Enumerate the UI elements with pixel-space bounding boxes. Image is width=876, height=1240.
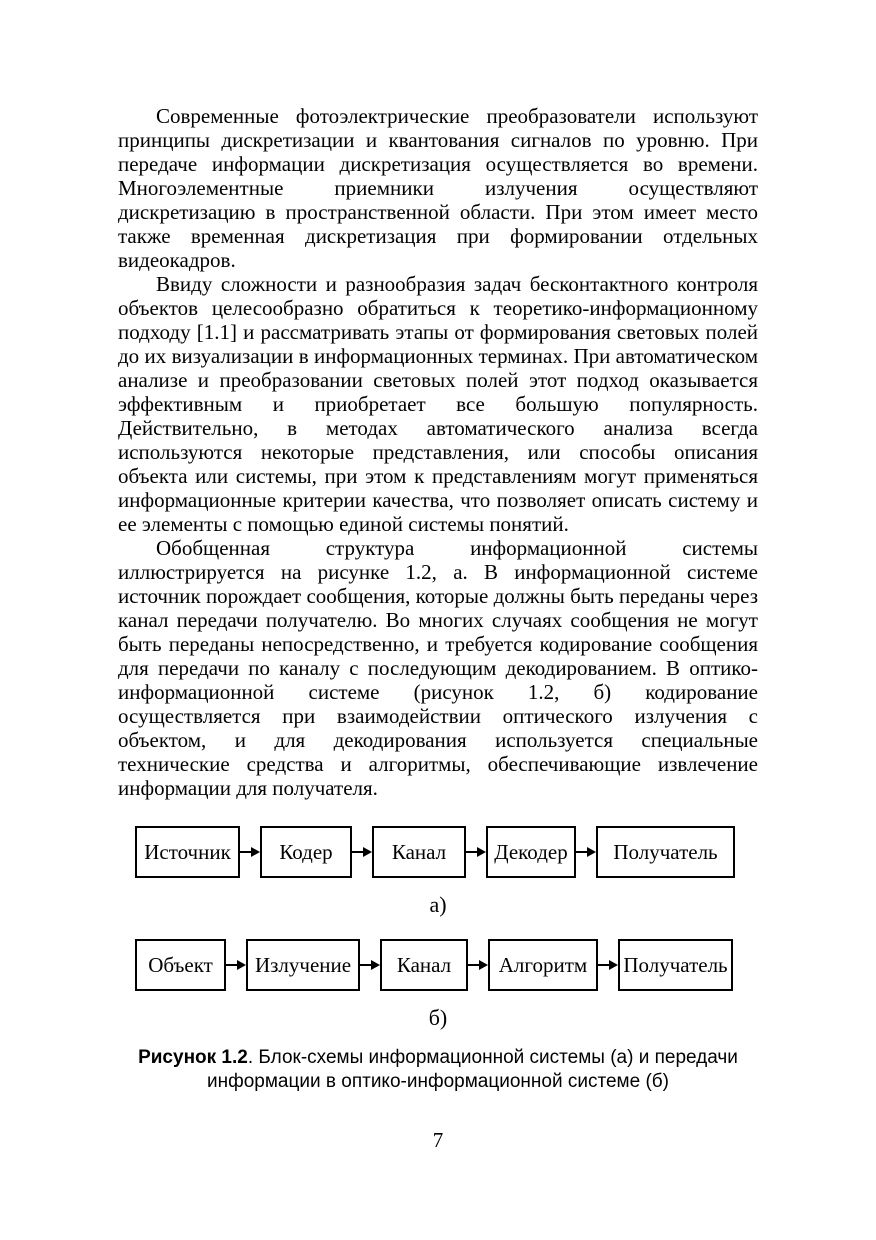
- arrow-right-icon: [468, 960, 488, 970]
- block-receiver: Получатель: [596, 826, 735, 878]
- paragraph-3: Обобщенная структура информационной системы иллюстрируется на рисунке 1.2, а. В информационной системе источник порождает сообщения, которые должны быть переданы через канал передачи получателю. Во многих случаях сообщения не могут быть переданы непосредственно, и требуется кодирование сообщения для передачи по каналу с последующим декодированием. В оптико-информационной системе (рисунок 1.2, б) кодирование осуществляется при взаимодействии оптического излучения с объектом, и для декодирования используется специальные технические средства и алгоритмы, обеспечивающие извлечение информации для получателя.: [118, 536, 758, 800]
- block-receiver: Получатель: [618, 939, 733, 991]
- arrow-right-icon: [226, 960, 246, 970]
- arrow-right-icon: [466, 847, 486, 857]
- diagram-a-label: а): [429, 892, 447, 917]
- page-number: 7: [432, 1128, 444, 1152]
- arrow-right-icon: [240, 847, 260, 857]
- diagram-a: [135, 826, 758, 878]
- arrow-right-icon: [598, 960, 618, 970]
- block-algorithm: Алгоритм: [488, 939, 598, 991]
- block-source: Источник: [135, 826, 240, 878]
- paragraph-1: Современные фотоэлектрические преобразователи используют принципы дискретизации и квантования сигналов по уровню. При передаче информации дискретизация осуществляется во времени. Многоэлементные приемники излучения осуществляют дискретизацию в пространственной области. При этом имеет место также временная дискретизация при формировании отдельных видеокадров.: [118, 104, 758, 272]
- block-object: Объект: [135, 939, 226, 991]
- block-decoder: Декодер: [486, 826, 576, 878]
- figure-caption-text: . Блок-схемы информационной системы (а) и передачи информации в оптико-информационной системе (б): [207, 1047, 738, 1092]
- block-channel: Канал: [372, 826, 466, 878]
- block-channel: Канал: [380, 939, 468, 991]
- paragraph-2: Ввиду сложности и разнообразия задач бесконтактного контроля объектов целесообразно обратиться к теоретико-информационному подходу [1.1] и рассматривать этапы от формирования световых полей до их визуализации в информационных терминах. При автоматическом анализе и преобразовании световых полей этот подход оказывается эффективным и приобретает все большую популярность. Действительно, в методах автоматического анализа всегда используются некоторые представления, или способы описания объекта или системы, при этом к представлениям могут применяться информационные критерии качества, что позволяет описать систему и ее элементы с помощью единой системы понятий.: [118, 272, 758, 536]
- figure-caption-label: Рисунок 1.2: [138, 1047, 248, 1068]
- figure-caption: [133, 1046, 743, 1094]
- arrow-right-icon: [360, 960, 380, 970]
- arrow-right-icon: [352, 847, 372, 857]
- arrow-right-icon: [576, 847, 596, 857]
- block-radiation: Излучение: [246, 939, 360, 991]
- diagram-b: [135, 939, 758, 991]
- diagram-b-label: б): [428, 1005, 448, 1030]
- block-coder: Кодер: [260, 826, 352, 878]
